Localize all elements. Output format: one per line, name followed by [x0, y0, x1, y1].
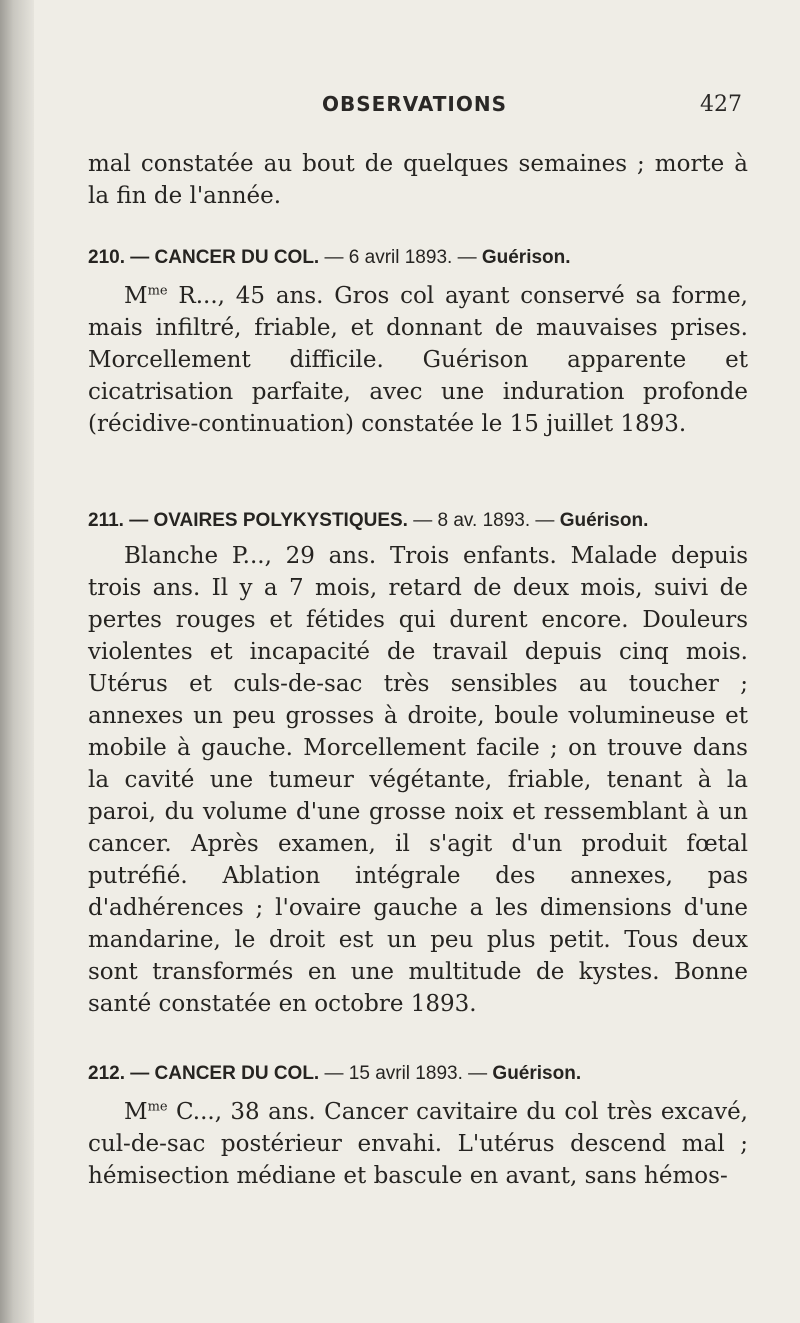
case-outcome: Guérison.: [559, 510, 649, 531]
case-title: CANCER DU COL.: [154, 247, 320, 268]
case-date: 8 av. 1893.: [437, 510, 531, 531]
case-heading-210: 210. — CANCER DU COL. — 6 avril 1893. — Guérison.: [88, 247, 571, 268]
case-heading-211: 211. — OVAIRES POLYKYSTIQUES. — 8 av. 1893. — Guérison.: [88, 510, 649, 531]
case-outcome: Guérison.: [481, 247, 571, 268]
case-number: 210.: [88, 247, 125, 268]
binding-shadow: [0, 0, 34, 1323]
case-title: OVAIRES POLYKYSTIQUES.: [153, 510, 408, 531]
case-number: 211.: [88, 510, 124, 531]
case-title: CANCER DU COL.: [154, 1063, 320, 1084]
patient-title-sup: me: [147, 283, 168, 299]
book-page: [88, 0, 760, 1323]
patient-title-sup: me: [147, 1099, 168, 1115]
case-date: 15 avril 1893.: [348, 1063, 463, 1084]
case-text: C..., 38 ans. Cancer cavitaire du col très excavé, cul-de-sac postérieur envahi. L'utérus descend mal ; hémisection médiane et bascule en avant, sans hémos-: [88, 1099, 748, 1189]
page-number: 427: [700, 92, 742, 117]
case-body-211: Blanche P..., 29 ans. Trois enfants. Malade depuis trois ans. Il y a 7 mois, retard de deux mois, suivi de pertes rouges et fétides qui durent encore. Douleurs violentes et incapacité de travail depuis cinq mois. Utérus et culs-de-sac très sensibles au toucher ; annexes un peu grosses à droite, boule volumineuse et mobile à gauche. Morcellement facile ; on trouve dans la cavité une tumeur végétante, friable, tenant à la paroi, du volume d'une grosse noix et ressemblant à un cancer. Après examen, il s'agit d'un produit fœtal putréfié. Ablation intégrale des annexes, pas d'adhérences ; l'ovaire gauche a les dimensions d'une mandarine, le droit est un peu plus petit. Tous deux sont transformés en une multitude de kystes. Bonne santé constatée en octobre 1893.: [88, 543, 748, 1017]
case-outcome: Guérison.: [492, 1063, 582, 1084]
running-head: [88, 92, 760, 126]
case-text: R..., 45 ans. Gros col ayant conservé sa forme, mais infiltré, friable, et donnant de mauvaises prises. Morcellement difficile. Guérison apparente et cicatrisation parfaite, avec une induration profonde (récidive-continuation) constatée le 15 juillet 1893.: [88, 283, 748, 437]
case-date: 6 avril 1893.: [348, 247, 453, 268]
case-heading-212: 212. — CANCER DU COL. — 15 avril 1893. — Guérison.: [88, 1063, 582, 1084]
patient-prefix: M: [124, 283, 148, 309]
running-head-title: OBSERVATIONS: [322, 92, 507, 116]
case-number: 212.: [88, 1063, 125, 1084]
continuation-paragraph: mal constatée au bout de quelques semaines ; morte à la fin de l'année.: [88, 151, 748, 209]
case-body-210: [88, 280, 748, 440]
patient-prefix: M: [124, 1099, 148, 1125]
case-body-212: [88, 1096, 748, 1192]
